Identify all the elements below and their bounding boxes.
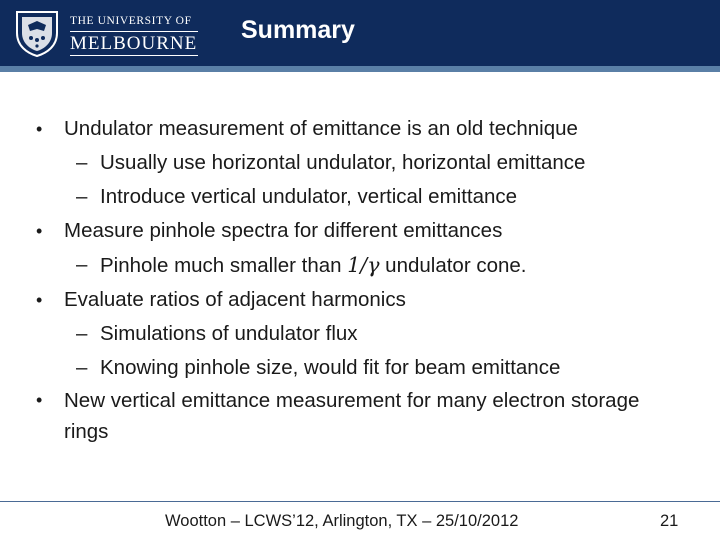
logo-line-2: MELBOURNE (70, 33, 198, 54)
footer-citation: Wootton – LCWS’12, Arlington, TX – 25/10/2012 (165, 512, 519, 530)
bullet-text: New vertical emittance measurement for many electron storage rings (64, 389, 640, 443)
crest-icon (14, 9, 60, 57)
bullet-marker: • (36, 119, 43, 139)
logo-rule (70, 55, 198, 56)
sub-bullet-item (0, 351, 720, 385)
sub-bullet-item (0, 180, 720, 214)
bullet-list (0, 112, 720, 447)
bullet-item (0, 112, 720, 146)
dash-marker: – (76, 185, 88, 208)
bullet-item (0, 283, 720, 317)
bullet-text: Evaluate ratios of adjacent harmonics (64, 288, 406, 311)
page-number: 21 (660, 512, 679, 530)
dash-marker: – (76, 356, 88, 379)
bullet-text: Measure pinhole spectra for different emittances (64, 219, 503, 242)
bullet-marker: • (36, 221, 43, 241)
sub-bullet-text: Simulations of undulator flux (100, 322, 358, 345)
gamma-formula: 1/γ (347, 253, 380, 277)
sub-bullet-item (0, 146, 720, 180)
sub-bullet-text: Knowing pinhole size, would fit for beam emittance (100, 356, 561, 379)
sub-bullet-item (0, 248, 720, 283)
logo-rule (70, 31, 198, 32)
footer-divider (0, 501, 720, 502)
sub-bullet-text: Usually use horizontal undulator, horizontal emittance (100, 151, 586, 174)
bullet-marker: • (36, 290, 43, 310)
dash-marker: – (76, 322, 88, 345)
sub-bullet-text-post: undulator cone. (379, 254, 527, 277)
bullet-item (0, 385, 674, 447)
university-logo (14, 9, 204, 57)
dash-marker: – (76, 151, 88, 174)
header-bar (0, 0, 720, 66)
sub-bullet-item (0, 317, 720, 351)
dash-marker: – (76, 253, 88, 276)
logo-line-1: THE UNIVERSITY OF (70, 15, 192, 27)
bullet-marker: • (36, 390, 43, 410)
sub-bullet-text-pre: Pinhole much smaller than (100, 254, 348, 277)
bullet-text: Undulator measurement of emittance is an old technique (64, 117, 578, 140)
sub-bullet-text: Introduce vertical undulator, vertical emittance (100, 185, 518, 208)
bullet-item (0, 214, 720, 248)
header-accent-strip (0, 66, 720, 72)
slide-title: Summary (241, 16, 355, 44)
